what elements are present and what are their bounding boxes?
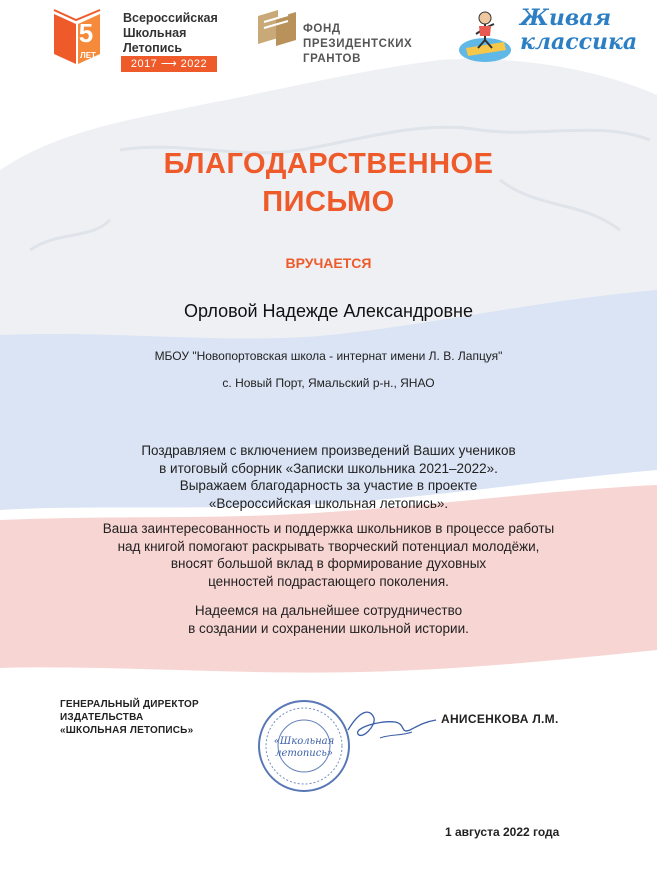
stamp-seal-icon [256,698,352,794]
paragraph-line: в итоговый сборник «Записки школьника 2021–2022». [159,460,498,476]
paragraph-support [0,520,657,590]
paragraph-line: Надеемся на дальнейшее сотрудничество [194,603,463,618]
paragraph-line: Выражаем благодарность за участие в проекте [179,478,478,493]
brand-years-badge: 2017 ⟶ 2022 [121,56,217,72]
svg-text:ЛЕТ: ЛЕТ [80,51,96,60]
living-classics-name [520,6,637,54]
reader-on-book-logo-icon [456,6,514,66]
paragraph-line: в создании и сохранении школьной истории. [188,620,469,636]
title-line-1: БЛАГОДАРСТВЕННОЕ [163,148,494,180]
fond-line-2: ПРЕЗИДЕНТСКИХ [303,38,413,50]
director-title [60,698,199,737]
presidential-grants-logo-icon [254,8,300,48]
paragraph-congrats [0,442,657,512]
brand-line-2: Школьная [123,26,187,40]
five-years-logo-icon [52,8,102,66]
svg-text:5: 5 [78,18,94,48]
paragraph-line: ценностей подрастающего поколения. [208,573,449,589]
letter-date: 1 августа 2022 года [445,825,560,839]
title-line-2: ПИСЬМО [262,186,395,218]
director-line-2: ИЗДАТЕЛЬСТВА [60,712,144,723]
paragraph-line: вносят большой вклад в формирование духовных [170,556,487,571]
brand-name [123,11,218,56]
stamp-line-1: «Школьная [273,736,335,747]
director-line-3: «ШКОЛЬНАЯ ЛЕТОПИСЬ» [60,725,194,736]
paragraph-line: над книгой помогают раскрывать творческий потенциал молодёжи, [117,538,540,554]
signature-icon [340,700,440,750]
paragraph-cooperation [0,602,657,637]
fond-line-3: ГРАНТОВ [303,53,361,65]
school-name: МБОУ "Новопортовская школа - интернат имени Л. В. Лапцуя" [154,349,503,363]
zk-line-2: классика [520,29,638,55]
letter-title [0,145,657,221]
director-line-1: ГЕНЕРАЛЬНЫЙ ДИРЕКТОР [60,699,199,710]
paragraph-line: Поздравляем с включением произведений Ваших учеников [141,443,516,458]
school-location: с. Новый Порт, Ямальский р-н., ЯНАО [222,376,435,390]
recipient-name: Орловой Надежде Александровне [183,301,473,321]
stamp-line-2: летопись» [275,748,333,759]
zk-line-1: Живая [520,5,612,31]
paragraph-line: Ваша заинтересованность и поддержка школьников в процессе работы [102,521,555,536]
paragraph-line: «Всероссийская школьная летопись». [208,495,449,511]
fond-line-1: ФОНД [303,23,341,35]
awarded-label: ВРУЧАЕТСЯ [285,255,372,271]
brand-line-3: Летопись [123,41,183,55]
fond-name [303,22,412,67]
signer-name: АНИСЕНКОВА Л.М. [441,712,559,726]
brand-line-1: Всероссийская [123,11,218,25]
